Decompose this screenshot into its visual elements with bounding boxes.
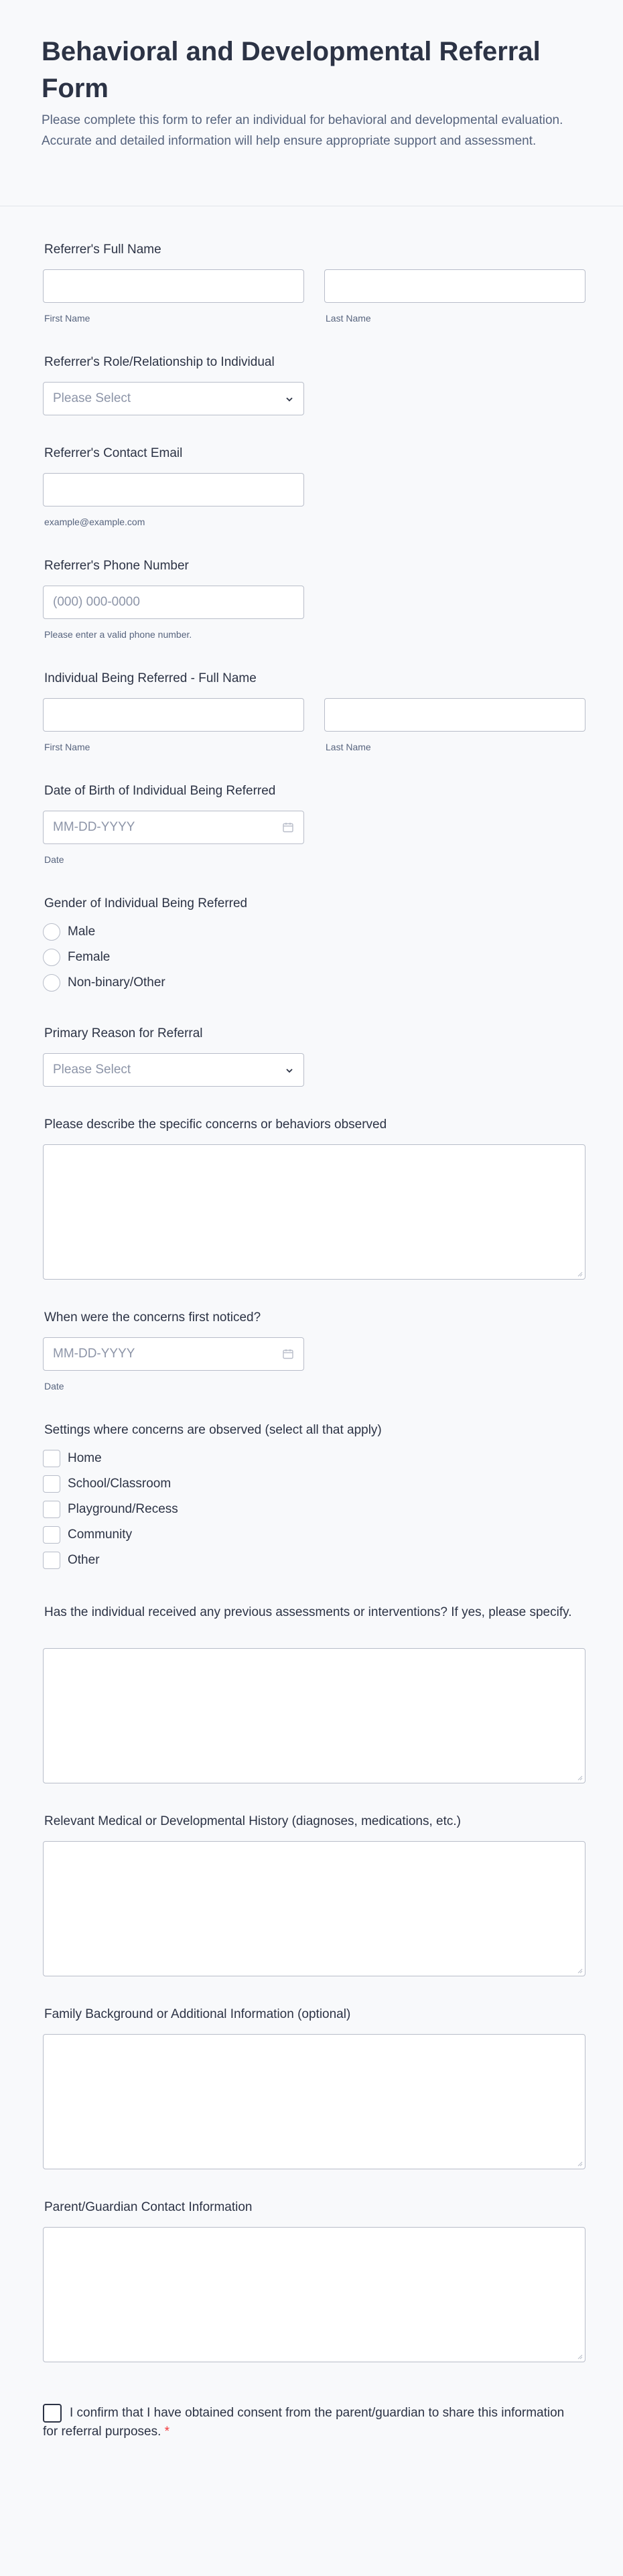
guardian-textarea[interactable]: [43, 2227, 585, 2362]
consent-label: [43, 2404, 565, 2441]
settings-checkbox-community[interactable]: [43, 1526, 60, 1544]
referrer-role-placeholder: Please Select: [53, 391, 131, 405]
gender-radio-nonbinary[interactable]: [43, 974, 60, 992]
resize-grip-icon[interactable]: [576, 2353, 583, 2360]
dob-input[interactable]: [43, 811, 304, 844]
settings-checkbox-home[interactable]: [43, 1450, 60, 1467]
settings-option-community: Community: [68, 1528, 133, 1542]
concerns-label: Please describe the specific concerns or behaviors observed: [44, 1117, 387, 1132]
referrer-name-label: Referrer's Full Name: [44, 243, 161, 257]
reason-placeholder: Please Select: [53, 1063, 131, 1077]
individual-last-name-sublabel: Last Name: [326, 742, 371, 752]
individual-first-name-input[interactable]: [43, 698, 304, 732]
referrer-email-sublabel: example@example.com: [44, 517, 145, 527]
gender-option-female: Female: [68, 950, 111, 964]
resize-grip-icon[interactable]: [576, 1774, 583, 1781]
form-description: Please complete this form to refer an individual for behavioral and developmental evaluation. Accurate and detailed information will help ensure appropriate support and assessment.: [42, 113, 563, 148]
referrer-role-select[interactable]: [43, 382, 304, 415]
gender-radio-female[interactable]: [43, 949, 60, 966]
settings-checkbox-school[interactable]: [43, 1475, 60, 1493]
gender-option-male: Male: [68, 925, 96, 939]
settings-checkbox-playground[interactable]: [43, 1501, 60, 1518]
settings-label: Settings where concerns are observed (select all that apply): [44, 1423, 382, 1437]
family-label: Family Background or Additional Information (optional): [44, 2007, 351, 2021]
referrer-role-label: Referrer's Role/Relationship to Individual: [44, 355, 275, 369]
chevron-down-icon: [285, 1066, 294, 1075]
first-noticed-placeholder: MM-DD-YYYY: [53, 1347, 135, 1361]
referrer-phone-placeholder: (000) 000-0000: [53, 595, 140, 609]
gender-option-nonbinary: Non-binary/Other: [68, 975, 165, 990]
referrer-email-label: Referrer's Contact Email: [44, 446, 183, 460]
settings-checkbox-other[interactable]: [43, 1552, 60, 1569]
dob-label: Date of Birth of Individual Being Referred: [44, 784, 276, 798]
previous-textarea[interactable]: [43, 1648, 585, 1783]
dob-placeholder: MM-DD-YYYY: [53, 820, 135, 834]
consent-text: I confirm that I have obtained consent from the parent/guardian to share this information for referral purposes.: [43, 2406, 565, 2439]
gender-radio-male[interactable]: [43, 923, 60, 941]
individual-first-name-sublabel: First Name: [44, 742, 90, 752]
referrer-phone-sublabel: Please enter a valid phone number.: [44, 629, 192, 640]
settings-option-school: School/Classroom: [68, 1477, 171, 1491]
first-noticed-sublabel: Date: [44, 1381, 64, 1392]
referrer-phone-label: Referrer's Phone Number: [44, 559, 189, 573]
form-title: Behavioral and Developmental Referral Form: [42, 37, 541, 103]
consent-checkbox[interactable]: [43, 2404, 62, 2423]
previous-label: Has the individual received any previous assessments or interventions? If yes, please specify.: [44, 1605, 572, 1619]
referrer-phone-input[interactable]: [43, 586, 304, 619]
settings-option-home: Home: [68, 1451, 102, 1465]
guardian-label: Parent/Guardian Contact Information: [44, 2200, 253, 2214]
medical-label: Relevant Medical or Developmental History (diagnoses, medications, etc.): [44, 1814, 461, 1828]
gender-label: Gender of Individual Being Referred: [44, 896, 248, 910]
referrer-first-name-input[interactable]: [43, 269, 304, 303]
calendar-icon[interactable]: [282, 1348, 294, 1360]
medical-textarea[interactable]: [43, 1841, 585, 1976]
family-textarea[interactable]: [43, 2034, 585, 2169]
resize-grip-icon[interactable]: [576, 2160, 583, 2167]
reason-label: Primary Reason for Referral: [44, 1026, 203, 1040]
concerns-textarea[interactable]: [43, 1144, 585, 1280]
referrer-first-name-sublabel: First Name: [44, 313, 90, 324]
dob-sublabel: Date: [44, 854, 64, 865]
first-noticed-input[interactable]: [43, 1337, 304, 1371]
settings-option-other: Other: [68, 1553, 100, 1567]
referrer-last-name-sublabel: Last Name: [326, 313, 371, 324]
form-header: [0, 0, 623, 206]
individual-name-label: Individual Being Referred - Full Name: [44, 671, 257, 685]
resize-grip-icon[interactable]: [576, 1270, 583, 1277]
chevron-down-icon: [285, 395, 294, 404]
reason-select[interactable]: [43, 1053, 304, 1087]
first-noticed-label: When were the concerns first noticed?: [44, 1310, 261, 1325]
resize-grip-icon[interactable]: [576, 1967, 583, 1974]
calendar-icon[interactable]: [282, 821, 294, 833]
individual-last-name-input[interactable]: [324, 698, 585, 732]
referrer-last-name-input[interactable]: [324, 269, 585, 303]
referrer-email-input[interactable]: [43, 473, 304, 506]
settings-option-playground: Playground/Recess: [68, 1502, 178, 1516]
required-mark: *: [164, 2425, 170, 2439]
